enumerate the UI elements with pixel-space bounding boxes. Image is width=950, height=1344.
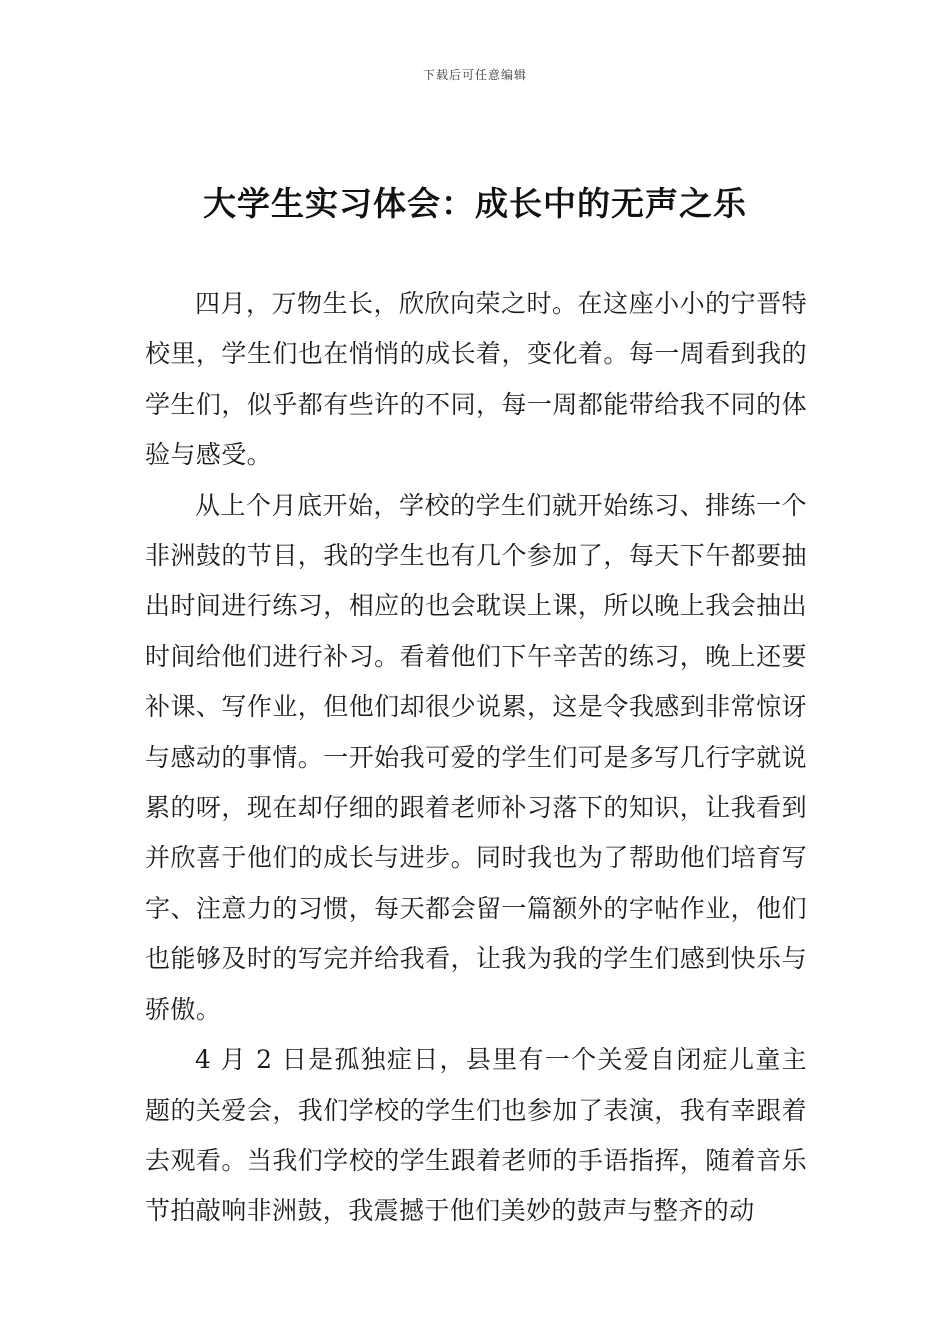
paragraph-1: 四月，万物生长，欣欣向荣之时。在这座小小的宁晋特校里，学生们也在悄悄的成长着，变化着。每一周看到我的学生们，似乎都有些许的不同，每一周都能带给我不同的体验与感受。 xyxy=(145,289,807,470)
document-title: 大学生实习体会：成长中的无声之乐 xyxy=(203,184,747,223)
document-body xyxy=(145,279,807,1237)
header-note: 下载后可任意编辑 xyxy=(422,68,527,82)
paragraph-3: 4 月 2 日是孤独症日，县里有一个关爱自闭症儿童主题的关爱会，我们学校的学生们也参加了表演，我有幸跟着去观看。当我们学校的学生跟着老师的手语指挥，随着音乐节拍敲响非洲鼓，我震撼于他们美妙的鼓声与整齐的动 xyxy=(145,1045,807,1226)
paragraph-2: 从上个月底开始，学校的学生们就开始练习、排练一个非洲鼓的节目，我的学生也有几个参加了，每天下午都要抽出时间进行练习，相应的也会耽误上课，所以晚上我会抽出时间给他们进行补习。看着他们下午辛苦的练习，晚上还要补课、写作业，但他们却很少说累，这是令我感到非常惊讶与感动的事情。一开始我可爱的学生们可是多写几行字就说累的呀，现在却仔细的跟着老师补习落下的知识，让我看到并欣喜于他们的成长与进步。同时我也为了帮助他们培育写字、注意力的习惯，每天都会留一篇额外的字帖作业，他们也能够及时的写完并给我看，让我为我的学生们感到快乐与骄傲。 xyxy=(145,490,807,1024)
